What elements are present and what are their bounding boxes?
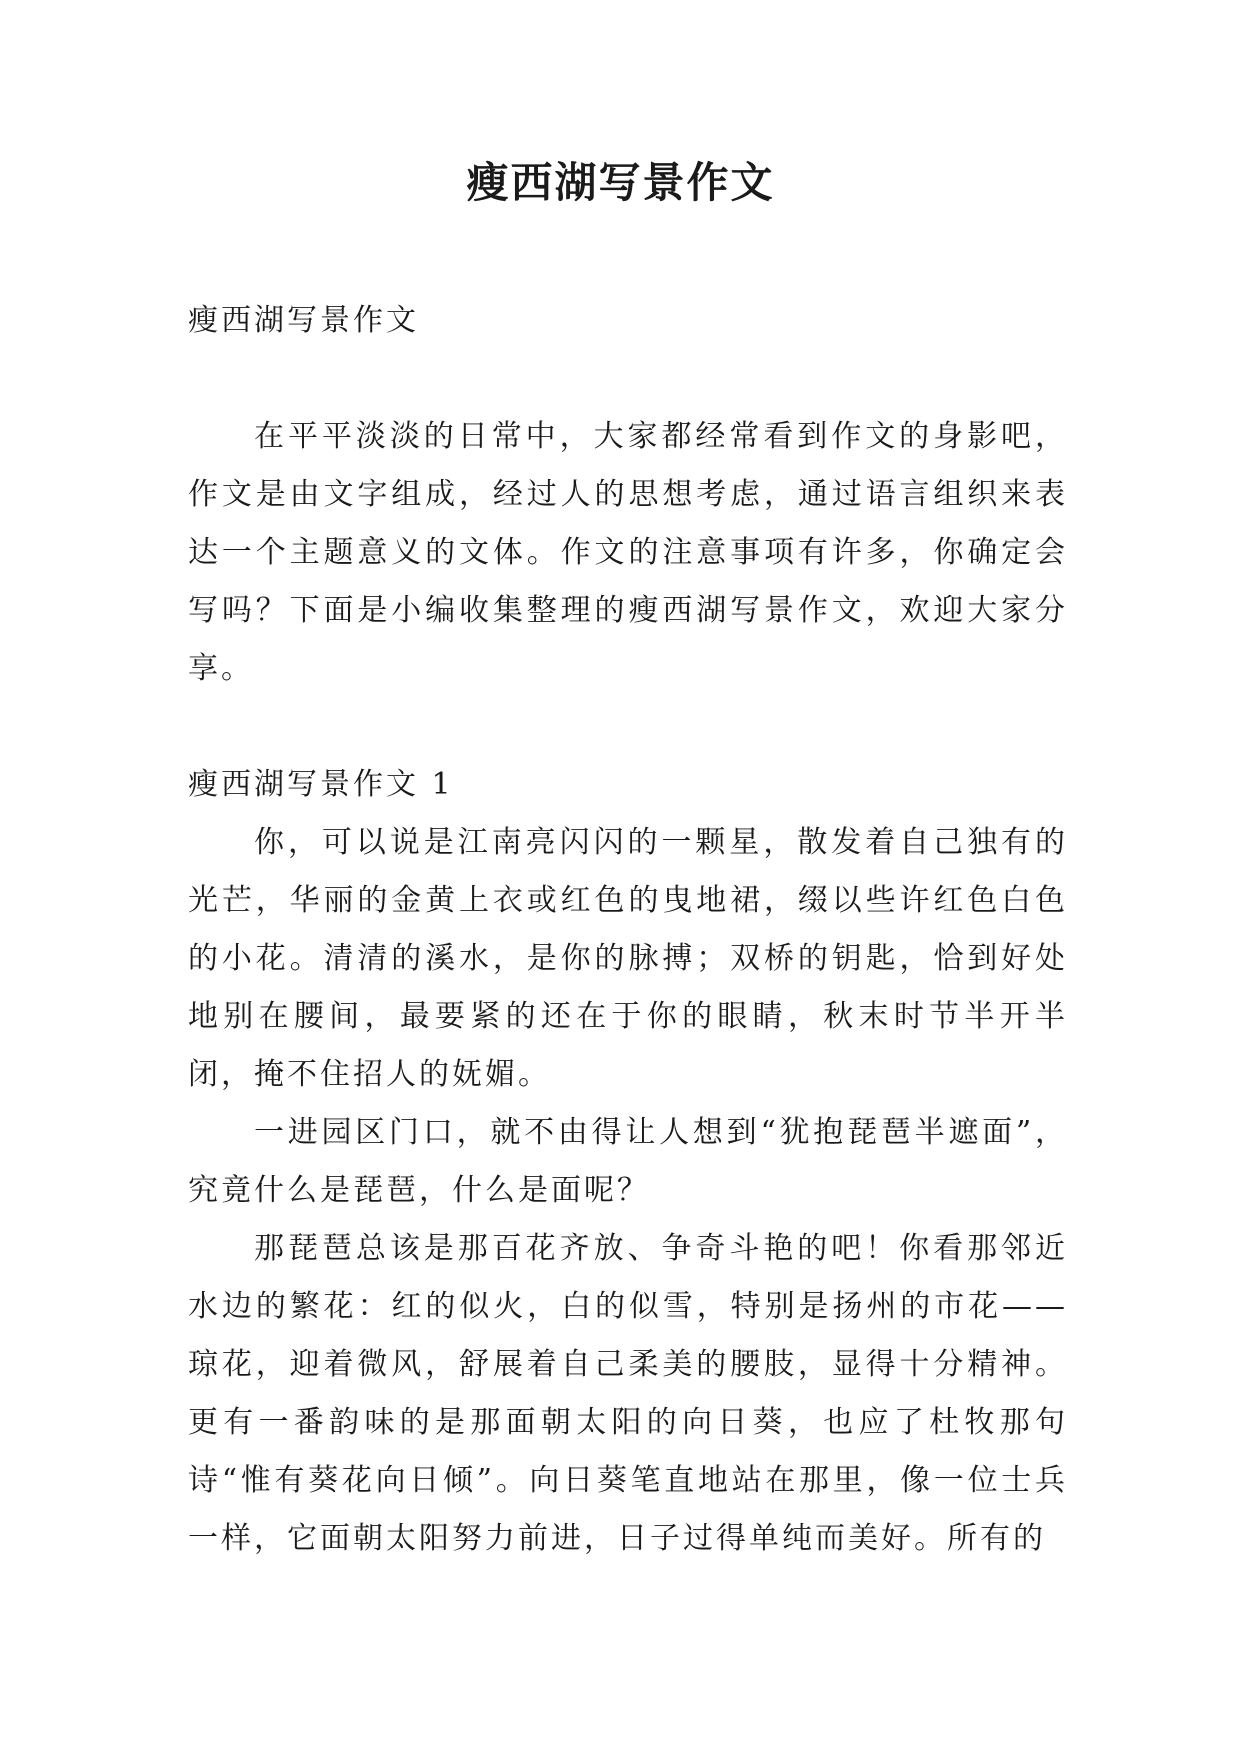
document-title: 瘦西湖写景作文 xyxy=(466,158,775,207)
document-subtitle: 瘦西湖写景作文 xyxy=(188,303,419,338)
document-body xyxy=(188,292,1068,1568)
body-paragraph: 那琵琶总该是那百花齐放、争奇斗艳的吧！你看那邻近水边的繁花：红的似火，白的似雪，特别是扬州的市花——琼花，迎着微风，舒展着自己柔美的腰肢，显得十分精神。更有一番韵味的是那面朝太阳的向日葵，也应了杜牧那句诗“惟有葵花向日倾”。向日葵笔直地站在那里，像一位士兵一样，它面朝太阳努力前进，日子过得单纯而美好。所有的 xyxy=(188,1231,1068,1556)
body-paragraph: 你，可以说是江南亮闪闪的一颗星，散发着自己独有的光芒，华丽的金黄上衣或红色的曳地裙，缀以些许红色白色的小花。清清的溪水，是你的脉搏；双桥的钥匙，恰到好处地别在腰间，最要紧的还在于你的眼睛，秋末时节半开半闭，掩不住招人的妩媚。 xyxy=(188,825,1068,1092)
section-heading: 瘦西湖写景作文 1 xyxy=(188,767,454,802)
intro-paragraph: 在平平淡淡的日常中，大家都经常看到作文的身影吧，作文是由文字组成，经过人的思想考虑，通过语言组织来表达一个主题意义的文体。作文的注意事项有许多，你确定会写吗？下面是小编收集整理的瘦西湖写景作文，欢迎大家分享。 xyxy=(188,419,1068,686)
body-paragraph: 一进园区门口，就不由得让人想到“犹抱琵琶半遮面”，究竟什么是琵琶，什么是面呢？ xyxy=(188,1115,1068,1208)
spacer xyxy=(188,350,1068,408)
spacer xyxy=(188,698,1068,756)
